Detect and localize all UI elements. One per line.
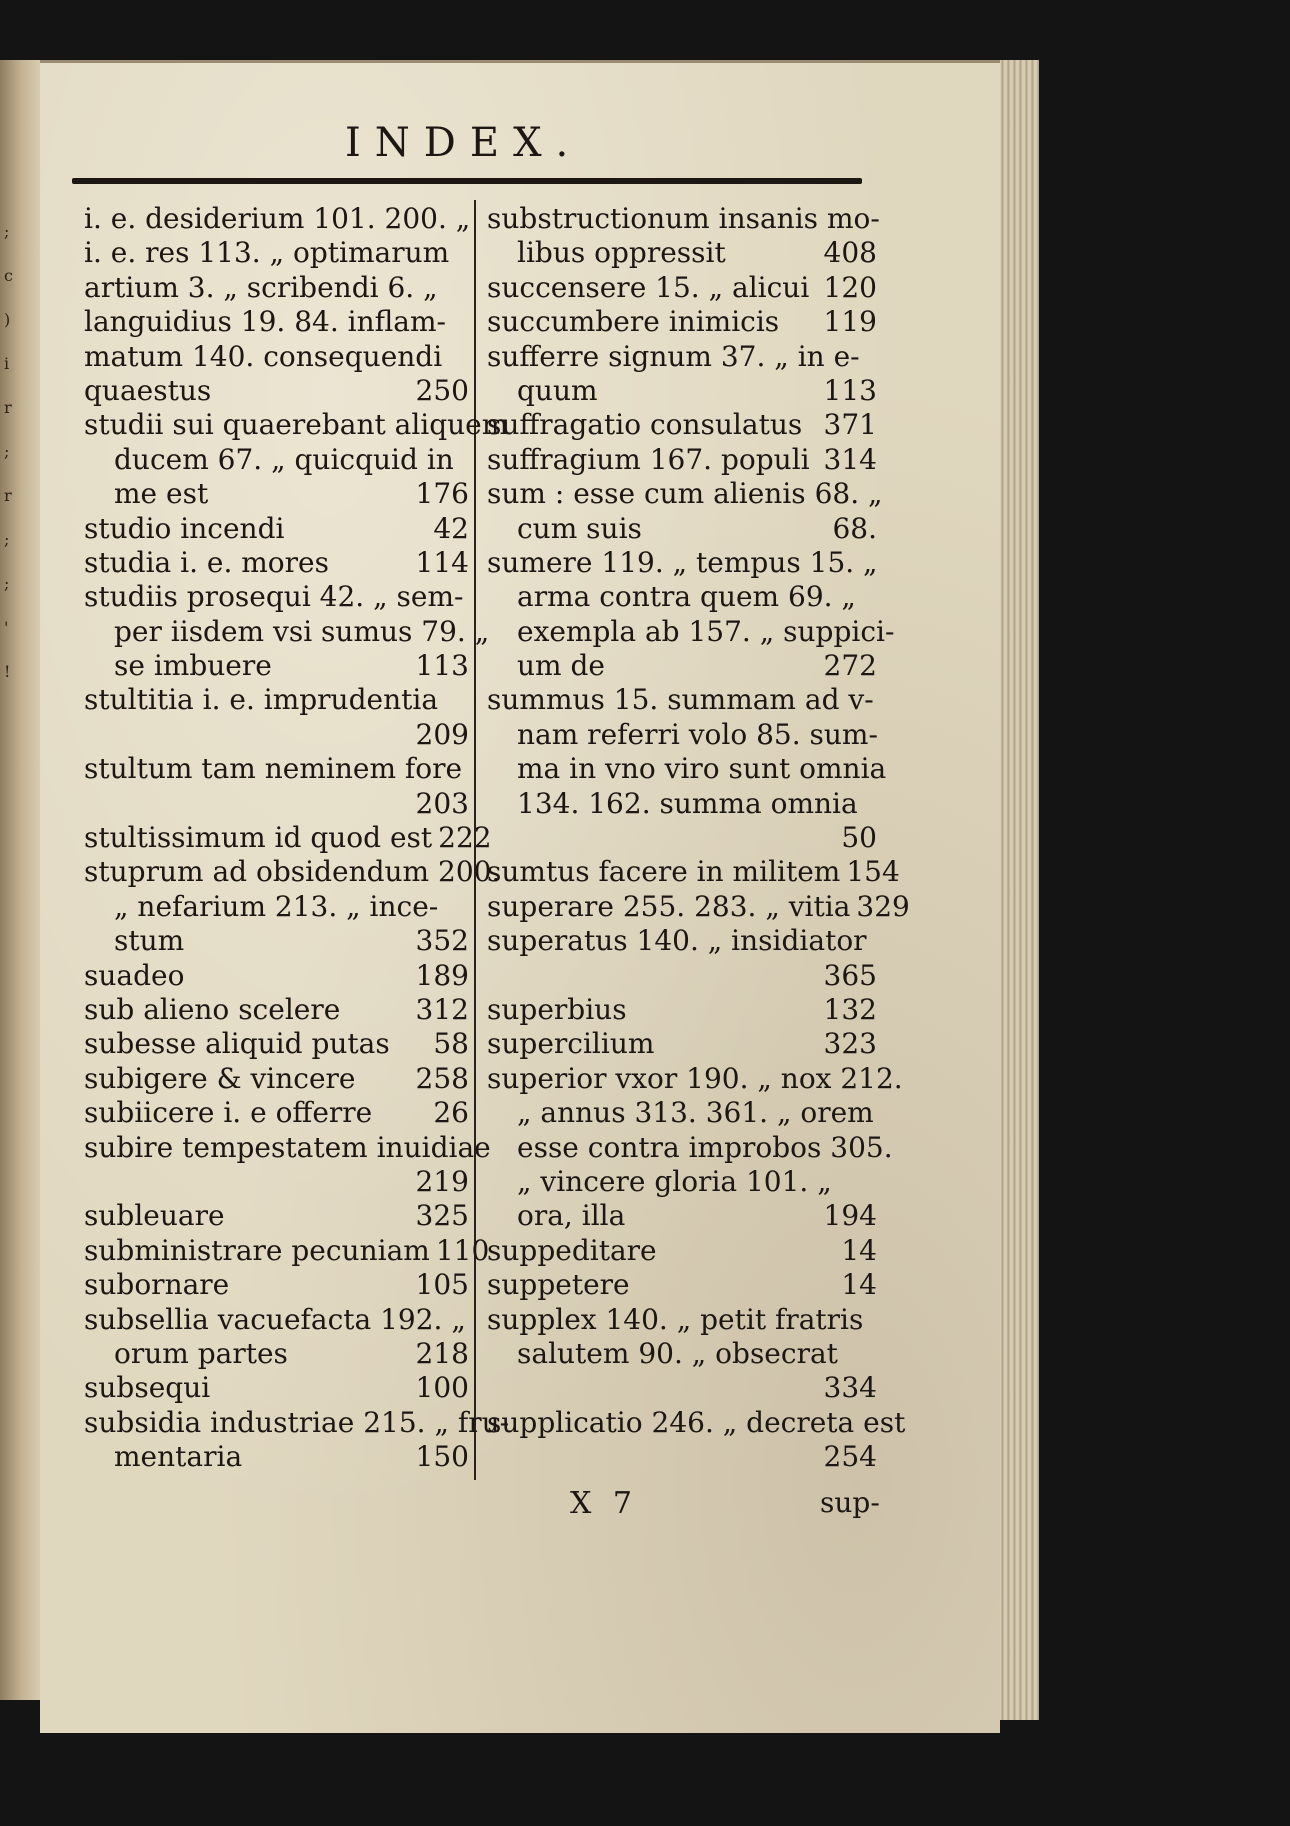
entry-text: subsequi <box>84 1371 211 1405</box>
entry-text: studia i. e. mores <box>84 545 329 579</box>
entry-text: ducem 67. „ quicquid in <box>114 442 454 476</box>
entry-text: stultum tam neminem fore <box>84 752 463 786</box>
entry-text: subsidia industriae 215. „ fru- <box>84 1405 510 1439</box>
entry-text: substructionum insanis mo- <box>487 202 880 235</box>
index-column-left <box>84 202 510 1474</box>
entry-text: ora, illa <box>517 1199 626 1233</box>
index-entry-line <box>487 374 877 408</box>
index-entry-line <box>487 1096 877 1130</box>
page-reference: 110 <box>435 1233 490 1267</box>
page-reference: 371 <box>823 408 877 442</box>
page-reference: 314 <box>823 442 877 476</box>
index-entry-line <box>487 1337 877 1371</box>
signature-mark: X 7 <box>570 1486 638 1521</box>
page-reference: 365 <box>823 958 877 992</box>
entry-text: subire tempestatem inuidiae <box>84 1130 491 1164</box>
entry-text: exempla ab 157. „ suppici- <box>517 614 895 648</box>
index-entry-line <box>487 787 877 821</box>
entry-text: „ vincere gloria 101. „ <box>517 1164 832 1198</box>
index-entry-line <box>84 718 469 752</box>
index-entry-line <box>487 993 877 1027</box>
entry-text: subsellia vacuefacta 192. „ <box>84 1302 466 1336</box>
entry-text: sum : esse cum alienis 68. „ <box>487 477 883 511</box>
index-entry-line <box>84 340 469 374</box>
index-entry-line <box>487 1268 877 1302</box>
entry-text: subministrare pecuniam <box>84 1233 430 1267</box>
entry-text: nam referri volo 85. sum- <box>517 717 878 751</box>
entry-text: suadeo <box>84 958 185 992</box>
entry-text: esse contra improbos 305. <box>517 1130 893 1164</box>
index-column-right <box>487 202 910 1474</box>
entry-text: i. e. desiderium 101. 200. „ <box>84 202 471 235</box>
entry-text: sub alieno scelere <box>84 992 341 1026</box>
index-entry-line <box>487 305 877 339</box>
running-head: INDEX. <box>345 120 583 166</box>
entry-text: quum <box>517 373 598 407</box>
page-reference: 114 <box>415 545 469 579</box>
page-reference: 222 <box>438 821 492 855</box>
entry-text: 134. 162. summa omnia <box>517 786 858 820</box>
index-entry-line <box>487 1234 877 1268</box>
entry-text: sumtus facere in militem <box>487 855 841 889</box>
entry-text: succensere 15. „ alicui <box>487 270 810 304</box>
index-entry-line <box>84 1233 490 1268</box>
page-reference: 325 <box>415 1199 469 1233</box>
page-reference: 26 <box>433 1096 469 1130</box>
entry-text: stum <box>114 924 185 958</box>
index-entry-line <box>487 1303 877 1337</box>
page-reference: 334 <box>823 1371 877 1405</box>
index-entry-line <box>487 1405 906 1440</box>
index-entry-line <box>487 408 877 442</box>
index-entry-line <box>487 1440 877 1474</box>
page-reference: 50 <box>841 821 877 855</box>
entry-text: „ annus 313. 361. „ orem <box>517 1096 874 1130</box>
entry-text: superatus 140. „ insidiator <box>487 924 867 958</box>
page-reference: 154 <box>846 855 900 889</box>
page-reference: 219 <box>415 1164 469 1198</box>
index-entry-line <box>84 1303 469 1337</box>
entry-text: arma contra quem 69. „ <box>517 580 856 614</box>
index-entry-line <box>84 1027 469 1061</box>
index-entry-line <box>84 1130 491 1165</box>
entry-text: se imbuere <box>114 649 272 683</box>
entry-text: superbius <box>487 992 627 1026</box>
page-reference: 150 <box>415 1440 469 1474</box>
index-entry-line <box>84 443 469 477</box>
index-entry-line <box>487 959 877 993</box>
index-entry-line <box>487 649 877 683</box>
page-reference: 100 <box>415 1371 469 1405</box>
index-entry-line <box>487 512 877 546</box>
index-entry-line <box>84 924 469 958</box>
page-reference: 113 <box>823 373 877 407</box>
index-entry-line <box>84 614 490 649</box>
page-reference: 218 <box>415 1336 469 1370</box>
index-entry-line <box>84 787 469 821</box>
entry-text: mentaria <box>114 1440 243 1474</box>
index-entry-line <box>84 236 469 270</box>
page-reference: 194 <box>823 1199 877 1233</box>
index-entry-line <box>84 1096 469 1130</box>
page-reference: 323 <box>823 1027 877 1061</box>
entry-text: subigere & vincere <box>84 1061 356 1095</box>
page-reference: 42 <box>433 511 469 545</box>
index-entry-line <box>487 546 877 580</box>
page-reference: 189 <box>415 958 469 992</box>
entry-text: libus oppressit <box>517 236 726 270</box>
entry-text: me est <box>114 477 209 511</box>
index-entry-line <box>84 649 469 683</box>
page-reference: 352 <box>415 924 469 958</box>
index-entry-line <box>487 1027 877 1061</box>
entry-text: subiicere i. e offerre <box>84 1096 373 1130</box>
index-entry-line <box>84 546 469 580</box>
index-entry-line <box>84 512 469 546</box>
entry-text: suffragium 167. populi <box>487 442 810 476</box>
entry-text: summus 15. summam ad v- <box>487 683 874 717</box>
index-entry-line <box>487 1165 877 1199</box>
index-entry-line <box>84 1165 469 1199</box>
index-entry-line <box>84 1062 469 1096</box>
index-entry-line <box>84 1405 510 1440</box>
index-entry-line <box>84 271 469 305</box>
entry-text: suppetere <box>487 1268 630 1302</box>
entry-text: artium 3. „ scribendi 6. „ <box>84 270 438 304</box>
facing-page-edge <box>0 60 43 1700</box>
catchword: sup- <box>820 1486 880 1519</box>
page-reference: 209 <box>415 717 469 751</box>
entry-text: subesse aliquid putas <box>84 1027 390 1061</box>
page-reference: 14 <box>841 1268 877 1302</box>
index-entry-line <box>84 1337 469 1371</box>
entry-text: stuprum ad obsidendum 200. <box>84 855 501 889</box>
entry-text: superare 255. 283. „ vitia <box>487 889 851 923</box>
index-entry-line <box>84 1199 469 1233</box>
index-entry-line <box>84 855 501 889</box>
entry-text: matum 140. consequendi <box>84 339 443 373</box>
index-entry-line <box>487 202 880 236</box>
page-reference: 119 <box>823 305 877 339</box>
page-reference: 132 <box>823 992 877 1026</box>
entry-text: succumbere inimicis <box>487 305 780 339</box>
entry-text: studio incendi <box>84 511 285 545</box>
facing-page-text-fragments: ; c ) i r ; r ; ; ' ! <box>4 222 13 681</box>
index-entry-line <box>84 890 469 924</box>
entry-text: supplex 140. „ petit fratris <box>487 1302 864 1336</box>
index-entry-line <box>487 889 910 924</box>
index-entry-line <box>487 821 877 855</box>
page-reference: 329 <box>856 889 910 923</box>
entry-text: studiis prosequi 42. „ sem- <box>84 580 464 614</box>
page-reference: 113 <box>415 649 469 683</box>
entry-text: i. e. res 113. „ optimarum <box>84 236 450 270</box>
entry-text: suppeditare <box>487 1233 657 1267</box>
index-entry-line <box>487 752 887 786</box>
page-reference: 105 <box>415 1268 469 1302</box>
index-entry-line <box>487 236 877 270</box>
index-entry-line <box>84 683 469 717</box>
index-entry-line <box>84 305 469 339</box>
index-entry-line <box>487 718 877 752</box>
page-reference: 203 <box>415 786 469 820</box>
index-entry-line <box>84 993 469 1027</box>
index-entry-line <box>84 1371 469 1405</box>
page-reference: 120 <box>823 270 877 304</box>
entry-text: supercilium <box>487 1027 655 1061</box>
entry-text: per iisdem vsi sumus 79. „ <box>114 614 490 648</box>
index-entry-line <box>487 1371 877 1405</box>
index-entry-line <box>487 924 877 958</box>
entry-text: languidius 19. 84. inflam- <box>84 305 447 339</box>
head-rule <box>72 178 862 184</box>
index-entry-line <box>84 752 469 786</box>
entry-text: superior vxor 190. „ nox 212. <box>487 1061 903 1095</box>
page-reference: 176 <box>415 477 469 511</box>
index-entry-line <box>84 202 469 236</box>
index-entry-line <box>487 614 895 649</box>
entry-text: quaestus <box>84 373 212 407</box>
entry-text: stultitia i. e. imprudentia <box>84 683 439 717</box>
index-entry-line <box>487 855 900 889</box>
page-reference: 312 <box>415 992 469 1026</box>
page-reference: 258 <box>415 1061 469 1095</box>
entry-text: ma in vno viro sunt omnia <box>517 752 887 786</box>
index-entry-line <box>84 477 469 511</box>
page-reference: 408 <box>823 236 877 270</box>
index-entry-line <box>487 271 877 305</box>
entry-text: stultissimum id quod est <box>84 821 433 855</box>
index-entry-line <box>487 340 877 374</box>
entry-text: studii sui quaerebant aliquem <box>84 408 509 442</box>
index-entry-line <box>84 408 509 442</box>
page-reference: 250 <box>415 373 469 407</box>
page-reference: 272 <box>823 649 877 683</box>
index-entry-line <box>487 1199 877 1233</box>
page-reference: 58 <box>433 1027 469 1061</box>
page-reference: 68. <box>832 511 877 545</box>
entry-text: subornare <box>84 1268 230 1302</box>
entry-text: sumere 119. „ tempus 15. „ <box>487 545 878 579</box>
index-entry-line <box>487 1130 893 1165</box>
index-entry-line <box>84 1440 469 1474</box>
entry-text: subleuare <box>84 1199 225 1233</box>
entry-text: orum partes <box>114 1336 288 1370</box>
index-entry-line <box>84 374 469 408</box>
index-entry-line <box>487 1061 903 1096</box>
entry-text: supplicatio 246. „ decreta est <box>487 1405 906 1439</box>
entry-text: sufferre signum 37. „ in e- <box>487 339 860 373</box>
entry-text: salutem 90. „ obsecrat <box>517 1336 838 1370</box>
index-entry-line <box>487 683 877 717</box>
entry-text: suffragatio consulatus <box>487 408 803 442</box>
index-entry-line <box>84 959 469 993</box>
page-reference: 254 <box>823 1440 877 1474</box>
index-entry-line <box>487 477 883 511</box>
index-entry-line <box>84 580 469 614</box>
index-entry-line <box>84 1268 469 1302</box>
page-reference: 14 <box>841 1233 877 1267</box>
index-entry-line <box>487 580 877 614</box>
entry-text: um de <box>517 649 605 683</box>
index-entry-line <box>84 821 492 855</box>
entry-text: „ nefarium 213. „ ince- <box>114 889 439 923</box>
entry-text: cum suis <box>517 511 642 545</box>
index-entry-line <box>487 443 877 477</box>
